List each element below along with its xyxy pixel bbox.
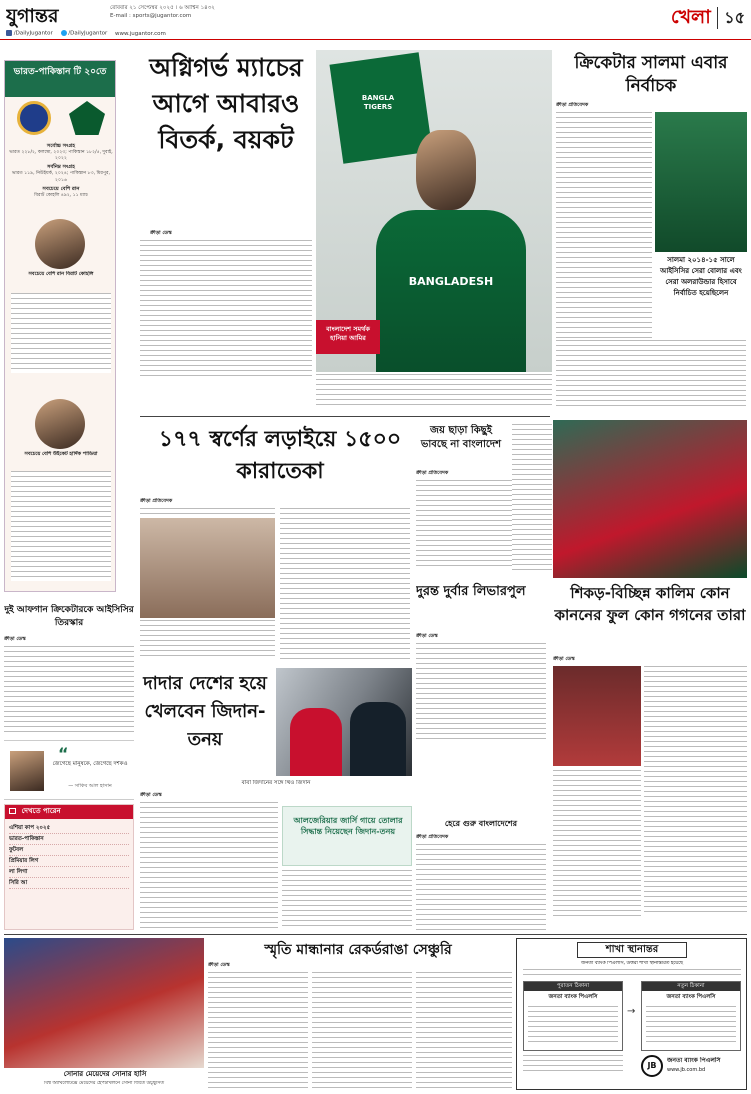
cricket-photo bbox=[553, 420, 747, 578]
ad-title: শাখা স্থানান্তর bbox=[605, 944, 659, 955]
ad-footer-lines bbox=[523, 1055, 623, 1071]
ad-left-box bbox=[523, 981, 623, 1051]
selector-credit: ক্রীড়া প্রতিবেদক bbox=[556, 102, 589, 108]
india-crest-icon bbox=[17, 101, 51, 135]
bank-logo-icon: JB bbox=[641, 1055, 663, 1077]
tv-title: দেখতে পারেন bbox=[21, 807, 61, 815]
ad-intro: জনতা ব্যাংক পিএলসি, উত্তরা শাখা স্থানান্তরিত হয়েছে bbox=[581, 961, 683, 966]
chains-body-1 bbox=[644, 666, 747, 916]
theo-figure bbox=[290, 708, 342, 776]
section-box bbox=[640, 4, 745, 32]
women-headline: হেরে গুরু বাংলাদেশের bbox=[444, 819, 518, 828]
stat-head: সবচেয়ে বেশি রান bbox=[42, 185, 80, 192]
mandhana-body-3 bbox=[416, 972, 512, 1088]
batting-caption: সবচেয়ে বেশি রান বিরাট কোহলি bbox=[28, 271, 94, 277]
karate-photo bbox=[140, 518, 275, 618]
facebook-handle[interactable]: /DailyJugantor bbox=[13, 30, 53, 37]
zidane-figure bbox=[350, 702, 406, 776]
caption-line-1: বাংলাদেশ সমর্থক bbox=[326, 325, 370, 333]
afghan-headline: দুই আফগান ক্রিকেটারকে আইসিসির তিরস্কার bbox=[4, 605, 134, 628]
twitter-icon bbox=[61, 30, 67, 36]
social-row bbox=[6, 30, 306, 38]
masthead bbox=[0, 0, 751, 40]
section-divider bbox=[717, 7, 719, 29]
chains-headline: শিকড়-বিচ্ছিন্ন কালিম কোন কাননের ফুল কোন গগনের তারা bbox=[554, 584, 746, 624]
liverpool-headline: দুরন্ত দুর্বার লিভারপুল bbox=[416, 584, 526, 599]
email-text: E-mail : sports@jugantor.com bbox=[110, 13, 192, 19]
athlete-subcaption: বিশ্ব অ্যাথলেটিক্সে মেয়েদের হেপটাথলনে সোনা জিতে উচ্ছ্বসিত bbox=[44, 1081, 164, 1086]
pakistan-crest-icon bbox=[69, 101, 105, 135]
chains-photo bbox=[553, 666, 641, 766]
cricket-caption-lines bbox=[512, 424, 552, 574]
stat-body: ভারত ১১৯, নিউইয়র্ক, ২০২৪; পাকিস্তান ৮৩, মিরপুর, ২০১৬ bbox=[11, 171, 111, 183]
lead-headline: অগ্নিগর্ভ ম্যাচের আগে আবারও বিতর্ক, বয়কট bbox=[149, 53, 303, 154]
ad-left-bank: জনতা ব্যাংক পিএলসি bbox=[548, 994, 598, 1001]
tv-item: প্রিমিয়ার লিগ bbox=[9, 856, 129, 867]
ad-right-lines bbox=[646, 1006, 736, 1046]
face bbox=[416, 130, 476, 210]
liverpool-body bbox=[416, 643, 546, 743]
bank-ad bbox=[516, 938, 747, 1090]
twitter-handle[interactable]: /DailyJugantor bbox=[68, 30, 108, 37]
stat-head: সর্বোচ্চ সংগ্রহ bbox=[46, 143, 76, 149]
quote-text: জেগেছে মানুষকে, জেগেছে দর্শকও bbox=[52, 761, 128, 767]
lead-body-2 bbox=[316, 374, 552, 408]
lead-body bbox=[140, 240, 312, 380]
stats-lines bbox=[11, 293, 111, 373]
sidebar-title: ভারত-পাকিস্তান টি ২০তে bbox=[5, 61, 115, 97]
karate-body-3 bbox=[280, 508, 410, 660]
lead-photo bbox=[316, 50, 552, 372]
tv-item: সিরি আ bbox=[9, 878, 129, 889]
ad-website[interactable]: www.jb.com.bd bbox=[667, 1067, 706, 1073]
nepal-credit: ক্রীড়া প্রতিবেদক bbox=[416, 470, 449, 476]
section-name: খেলা bbox=[670, 6, 711, 29]
tv-item: ভারত-পাকিস্তান bbox=[9, 834, 129, 845]
website-link[interactable]: www.jugantor.com bbox=[115, 30, 166, 37]
chains-credit: ক্রীড়া ডেস্ক bbox=[553, 656, 575, 662]
tv-item: এশিয়া কাপ ২০২৫ bbox=[9, 823, 129, 834]
stat-body: বিরাট কোহলি ৪৯২, ১১ ম্যাচ bbox=[34, 192, 88, 198]
hardik-photo bbox=[35, 399, 85, 449]
facebook-icon bbox=[6, 30, 12, 36]
stats-list bbox=[9, 141, 113, 211]
athlete-photo bbox=[4, 938, 204, 1068]
mandhana-body-1 bbox=[208, 972, 308, 1088]
salma-caption: সালমা ২০১৪-১৫ সালে আইসিসির সেরা বোলার এবং সেরা অলরাউন্ডার হিসাবে নির্বাচিত হয়েছিলেন bbox=[660, 256, 742, 297]
zidane-credit: ক্রীড়া ডেস্ক bbox=[140, 792, 162, 798]
ad-right-head: নতুন ঠিকানা bbox=[642, 982, 740, 991]
tv-icon bbox=[9, 808, 16, 814]
zidane-body-1 bbox=[140, 802, 278, 930]
ad-left-head: পুরাতন ঠিকানা bbox=[524, 982, 622, 991]
nepal-headline: জয় ছাড়া কিছুই ভাবছে না বাংলাদেশ bbox=[420, 425, 502, 450]
afghan-body bbox=[4, 646, 134, 736]
karate-body-2 bbox=[140, 620, 275, 660]
lead-credit: ক্রীড়া ডেস্ক bbox=[150, 230, 172, 236]
nepal-body bbox=[416, 480, 512, 570]
zidane-headline: দাদার দেশের হয়ে খেলবেন জিদান-তনয় bbox=[143, 673, 267, 750]
chains-body-2 bbox=[553, 770, 641, 916]
kohli-photo bbox=[35, 219, 85, 269]
ad-left-lines bbox=[528, 1006, 618, 1046]
zidane-caption: বাবা জিদানের সঙ্গে থিও জিদান bbox=[241, 780, 311, 786]
selector-headline: ক্রিকেটার সালমা এবার নির্বাচক bbox=[574, 53, 728, 96]
selector-body-2 bbox=[556, 340, 746, 408]
divider-2 bbox=[4, 934, 747, 935]
karate-headline: ১৭৭ স্বর্ণের লড়াইয়ে ১৫০০ কারাতেকা bbox=[158, 427, 402, 484]
quote-by: — সাকিব আল হাসান bbox=[68, 783, 112, 789]
zidane-body-2 bbox=[282, 870, 412, 930]
ad-title-box bbox=[577, 942, 687, 958]
liverpool-credit: ক্রীড়া ডেস্ক bbox=[416, 633, 438, 639]
stat-body: ভারত ২২৮/২, কলম্বো, ২০২৩; পাকিস্তান ১৮২/৫, দুবাই, ২০২২ bbox=[9, 150, 113, 162]
ad-right-bank: জনতা ব্যাংক পিএলসি bbox=[666, 994, 716, 1001]
quote-box bbox=[4, 740, 134, 800]
date-line: রোববার ২১ সেপ্টেম্বর ২০২৫ । ৬ আশ্বিন ১৪৩২ bbox=[110, 5, 215, 11]
karate-body-1 bbox=[140, 508, 275, 518]
mandhana-headline: স্মৃতি মান্ধানার রেকর্ডরাঙা সেঞ্চুরি bbox=[264, 942, 452, 958]
caption-line-2: হানিয়া আমির bbox=[330, 333, 366, 342]
tv-list bbox=[9, 823, 129, 927]
stat-head: সর্বনিম্ন সংগ্রহ bbox=[47, 164, 75, 171]
ad-right-box bbox=[641, 981, 741, 1051]
salma-photo bbox=[655, 112, 747, 252]
bowling-caption: সবচেয়ে বেশি উইকেট হার্দিক পান্ডিয়া bbox=[24, 451, 98, 457]
stats-lines-2 bbox=[11, 471, 111, 581]
page-number: ১৫ bbox=[724, 8, 745, 28]
jersey-text: BANGLADESH bbox=[408, 275, 494, 288]
zidane-photo bbox=[276, 668, 412, 776]
mandhana-credit: ক্রীড়া ডেস্ক bbox=[208, 962, 230, 968]
inset-headline: আলজেরিয়ার জার্সি গায়ে তোলার সিদ্ধান্ত নিয়েছেন জিদান-তনয় bbox=[293, 816, 403, 836]
photo-caption-box bbox=[316, 320, 380, 354]
jersey bbox=[376, 210, 526, 372]
tv-item: ফুটবল bbox=[9, 845, 129, 856]
flag-text: BANGLA TIGERS bbox=[361, 94, 395, 112]
women-body bbox=[416, 844, 546, 930]
newspaper-logo: যুগান্তর bbox=[6, 5, 59, 27]
stats-sidebar bbox=[4, 60, 116, 592]
quote-photo bbox=[10, 751, 44, 791]
ad-intro-lines bbox=[523, 969, 741, 979]
divider-1 bbox=[140, 416, 550, 417]
mandhana-body-2 bbox=[312, 972, 412, 1088]
women-credit: ক্রীড়া প্রতিবেদক bbox=[416, 834, 449, 840]
karate-credit: ক্রীড়া প্রতিবেদক bbox=[140, 498, 173, 504]
quote-mark-icon: “ bbox=[58, 744, 69, 763]
tv-item: লা লিগা bbox=[9, 867, 129, 878]
afghan-credit: ক্রীড়া ডেস্ক bbox=[4, 636, 26, 642]
zidane-inset bbox=[282, 806, 412, 866]
athlete-caption: সোনার মেয়েদের সোনার হাসি bbox=[63, 1070, 147, 1078]
ad-bank-name: জনতা ব্যাংক পিএলসি bbox=[667, 1057, 721, 1064]
tv-box bbox=[4, 804, 134, 930]
tv-header bbox=[5, 805, 133, 819]
arrow-icon: → bbox=[627, 1006, 636, 1015]
